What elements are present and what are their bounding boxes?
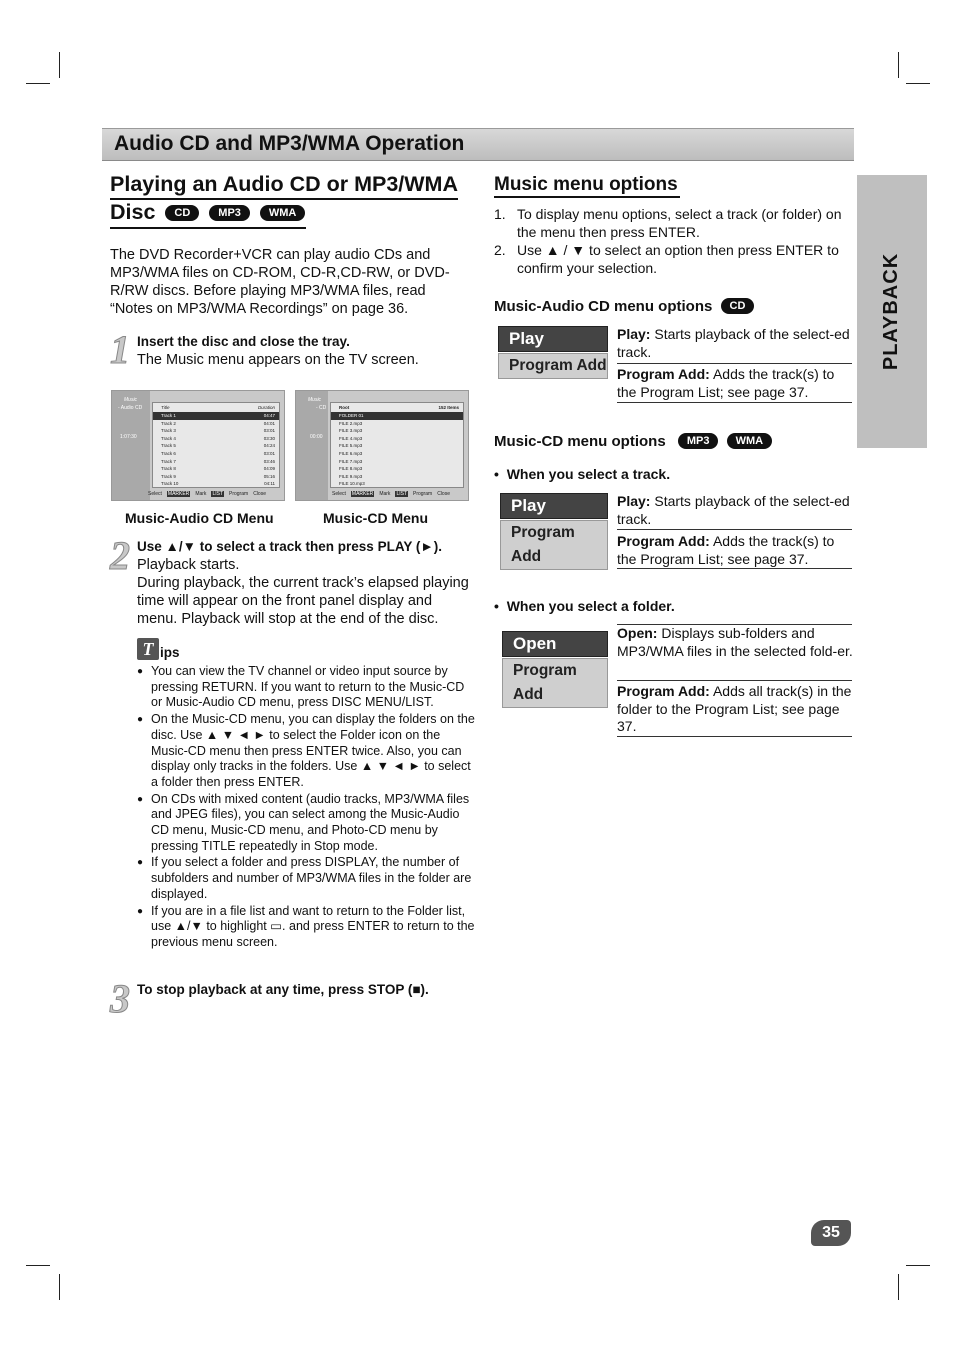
tip-item: ● If you are in a file list and want to return to the Folder list, use ▲/▼ to highlight ▭. and press ENTER to return to the previous menu screen. bbox=[137, 904, 475, 951]
folder-bullet-text: When you select a folder. bbox=[506, 598, 675, 614]
screen-file-name: FILE 3.mp3 bbox=[339, 428, 363, 434]
options-step-2-text: Use ▲ / ▼ to select an option then press ENTER to confirm your selection. bbox=[517, 242, 839, 276]
crop-mark bbox=[906, 83, 930, 84]
step-number: 1 bbox=[110, 327, 130, 372]
tips-title: ips bbox=[160, 645, 180, 660]
music-cd-options-title: Music-CD menu options bbox=[494, 433, 666, 450]
tips-icon: T bbox=[137, 638, 159, 660]
screen-track-duration: 03:46 bbox=[263, 458, 275, 464]
option-desc: Adds the track(s) to the Program List; see page 37. bbox=[617, 366, 835, 400]
tips-heading bbox=[137, 638, 475, 660]
heading-underline bbox=[494, 196, 680, 198]
badge-mp3: MP3 bbox=[209, 205, 250, 221]
crop-mark bbox=[26, 83, 50, 84]
option-desc: Starts playback of the select-ed track. bbox=[617, 493, 850, 527]
screen-track-row bbox=[153, 435, 279, 443]
option-term: Open: bbox=[617, 625, 658, 641]
heading-underline bbox=[110, 198, 458, 200]
heading-underline bbox=[110, 227, 306, 229]
screen-file-row bbox=[331, 480, 463, 488]
option-term: Play: bbox=[617, 493, 651, 509]
screen-file-row bbox=[331, 427, 463, 435]
badge-wma: WMA bbox=[727, 433, 773, 449]
screen-footer-item: Mark bbox=[379, 491, 391, 497]
play-option-description bbox=[617, 326, 853, 361]
play-option-button[interactable]: Play bbox=[498, 326, 608, 352]
screen-track-name: Track 6 bbox=[161, 451, 176, 456]
step2-line2: Playback starts. bbox=[137, 557, 240, 573]
option-desc: Adds the track(s) to the Program List; see page 37. bbox=[617, 533, 835, 567]
screen-track-duration: 03:01 bbox=[263, 451, 275, 456]
screen-side-sub: - CD bbox=[316, 405, 327, 411]
banner-title: Audio CD and MP3/WMA Operation bbox=[114, 132, 465, 155]
screen-footer-item: Select bbox=[148, 491, 162, 497]
divider bbox=[617, 529, 852, 530]
program-add-option-description bbox=[617, 683, 853, 736]
step1 bbox=[137, 333, 467, 369]
screen-file-name: FILE 7.mp3 bbox=[339, 458, 363, 464]
track-bullet: • When you select a track. bbox=[494, 466, 671, 482]
tips-box bbox=[137, 638, 475, 951]
screen-track-name: Track 7 bbox=[161, 458, 176, 464]
screen-track-name: Track 1 bbox=[161, 413, 176, 418]
screen-file-list bbox=[330, 402, 464, 488]
side-tab-label: PLAYBACK bbox=[880, 252, 903, 371]
screen-footer bbox=[332, 491, 455, 497]
screen-track-duration: 04:01 bbox=[263, 420, 275, 426]
step2-text: During playback, the current track’s elapsed playing time will appear on the front panel display and menu. Playback will stop at the end of the disc. bbox=[137, 575, 469, 627]
tips-list bbox=[137, 664, 475, 951]
screen-track-name: Track 4 bbox=[161, 435, 176, 441]
screen-footer-item: Program bbox=[229, 491, 249, 497]
play-option-description bbox=[617, 493, 853, 528]
screen-side-title: Music bbox=[308, 397, 322, 403]
tip-item: ● On the Music-CD menu, you can display the folders on the disc. Use ▲ ▼ ◄ ► to select the Folder icon on the Music-CD menu then press ENTER twice. Also, you can display only tracks in the folders. Use ▲ ▼ ◄ ► to select a folder then press ENTER. bbox=[137, 712, 475, 791]
screen-file-name: FILE 4.mp3 bbox=[339, 435, 363, 441]
divider bbox=[617, 402, 852, 403]
screen-footer-item: Select bbox=[332, 491, 346, 497]
option-term: Program Add: bbox=[617, 683, 710, 699]
screen-footer bbox=[148, 491, 271, 497]
screen-footer-item: Program bbox=[413, 491, 433, 497]
screen-track-duration: 04:47 bbox=[263, 413, 275, 418]
crop-mark bbox=[26, 1265, 50, 1266]
divider bbox=[617, 736, 852, 737]
options-steps bbox=[494, 206, 856, 277]
tip-item: ● If you select a folder and press DISPLAY, the number of subfolders and number of MP3/WMA files in the folder are displayed. bbox=[137, 855, 475, 902]
screen-footer-item: MARKER bbox=[351, 491, 374, 497]
caption-audio-cd-menu: Music-Audio CD Menu bbox=[125, 510, 274, 526]
screen-side-title: Music bbox=[124, 397, 138, 403]
screen-side-sub: - Audio CD bbox=[118, 405, 143, 411]
screen-file-name: FILE 9.mp3 bbox=[339, 473, 363, 479]
crop-mark bbox=[59, 1274, 60, 1300]
screen-col-title: Title bbox=[161, 405, 170, 410]
program-add-option-description bbox=[617, 533, 853, 568]
screen-track-name: Track 5 bbox=[161, 443, 176, 449]
screen-time: 00:00 bbox=[310, 434, 323, 440]
screen-file-name: FILE 5.mp3 bbox=[339, 443, 363, 449]
options-step-1-text: To display menu options, select a track (or folder) on the menu then press ENTER. bbox=[517, 206, 842, 240]
step2-instruction: Use ▲/▼ to select a track then press PLAY (►). bbox=[137, 539, 442, 554]
screen-track-duration: 05:16 bbox=[263, 473, 275, 479]
music-cd-options-heading bbox=[494, 433, 772, 450]
tip-item: ● You can view the TV channel or video input source by pressing RETURN. If you want to return to the Music-CD or Music-Audio CD menu, press DISC MENU/LIST. bbox=[137, 664, 475, 711]
screen-track-row bbox=[153, 480, 279, 488]
screen-track-name: Track 2 bbox=[161, 420, 176, 426]
screen-file-name: FILE 8.mp3 bbox=[339, 466, 363, 472]
badge-mp3: MP3 bbox=[678, 433, 719, 449]
open-option-description bbox=[617, 625, 853, 660]
screen-file-name: FOLDER 01 bbox=[339, 413, 364, 418]
screen-footer-item: Close bbox=[437, 491, 450, 497]
intro-paragraph: The DVD Recorder+VCR can play audio CDs and MP3/WMA files on CD-ROM, CD-R,CD-RW, or DVD-R/RW discs. Before playing MP3/WMA files, read “Notes on MP3/WMA Recordings” on page 36. bbox=[110, 247, 450, 317]
screen-col-root: Root bbox=[339, 405, 350, 410]
screen-track-row bbox=[153, 450, 279, 458]
divider bbox=[617, 568, 852, 569]
left-heading-line2 bbox=[110, 198, 460, 226]
music-audio-cd-menu-screenshot bbox=[111, 390, 285, 501]
play-option-button[interactable]: Play bbox=[500, 493, 608, 519]
screen-track-row bbox=[153, 473, 279, 481]
step1-instruction: Insert the disc and close the tray. bbox=[137, 334, 350, 349]
screen-footer-item: Mark bbox=[195, 491, 207, 497]
divider bbox=[617, 680, 852, 681]
option-term: Play: bbox=[617, 326, 651, 342]
screen-col-duration: Duration bbox=[257, 405, 275, 410]
option-desc: Displays sub-folders and MP3/WMA files in the selected fold-er. bbox=[617, 625, 853, 659]
screen-track-duration: 04:24 bbox=[263, 443, 275, 449]
badge-wma: WMA bbox=[260, 205, 306, 221]
folder-bullet: • When you select a folder. bbox=[494, 598, 675, 614]
options-step-2: 2. Use ▲ / ▼ to select an option then press ENTER to confirm your selection. bbox=[494, 242, 856, 277]
screen-track-row bbox=[153, 420, 279, 428]
screen-footer-item: LIST bbox=[396, 491, 407, 497]
step1-result: The Music menu appears on the TV screen. bbox=[137, 352, 419, 368]
option-desc: Adds all track(s) in the folder to the Program List; see page 37. bbox=[617, 683, 852, 734]
option-desc: Starts playback of the select-ed track. bbox=[617, 326, 850, 360]
crop-mark bbox=[906, 1265, 930, 1266]
screen-header-row bbox=[153, 404, 279, 412]
screen-track-name: Track 3 bbox=[161, 428, 176, 434]
screen-track-row bbox=[153, 458, 279, 466]
screen-track-name: Track 8 bbox=[161, 466, 176, 472]
caption-cd-menu: Music-CD Menu bbox=[323, 510, 428, 526]
screen-track-row bbox=[153, 465, 279, 473]
screen-file-row bbox=[331, 473, 463, 481]
crop-mark bbox=[898, 52, 899, 78]
screen-footer-item: MARKER bbox=[167, 491, 190, 497]
music-menu-options-heading: Music menu options bbox=[494, 174, 678, 195]
left-heading-line1: Playing an Audio CD or MP3/WMA bbox=[110, 172, 458, 196]
step-number: 2 bbox=[110, 533, 130, 578]
page-number: 35 bbox=[811, 1220, 851, 1246]
option-term: Program Add: bbox=[617, 533, 710, 549]
program-add-option-button[interactable]: Program Add bbox=[502, 658, 608, 708]
screen-track-name: Track 9 bbox=[161, 473, 176, 479]
screen-file-row bbox=[331, 420, 463, 428]
crop-mark bbox=[898, 1274, 899, 1300]
screen-track-duration: 04:09 bbox=[263, 466, 275, 472]
crop-mark bbox=[59, 52, 60, 78]
program-add-option-description bbox=[617, 366, 853, 401]
screen-file-name: FILE 2.mp3 bbox=[339, 420, 363, 426]
playback-side-tab bbox=[857, 175, 927, 448]
open-option-button[interactable]: Open bbox=[502, 631, 608, 657]
screen-track-row bbox=[153, 442, 279, 450]
options-step-1: 1. To display menu options, select a track (or folder) on the menu then press ENTER. bbox=[494, 206, 856, 241]
audio-cd-options-title: Music-Audio CD menu options bbox=[494, 298, 713, 315]
screen-file-row bbox=[331, 442, 463, 450]
program-add-option-button[interactable]: Program Add bbox=[500, 520, 608, 570]
screen-sidebar bbox=[112, 391, 150, 500]
screen-track-list bbox=[152, 402, 280, 488]
screen-file-row bbox=[331, 450, 463, 458]
left-heading-disc: Disc bbox=[110, 200, 156, 224]
screen-file-row bbox=[331, 412, 463, 420]
screen-sidebar bbox=[296, 391, 328, 500]
screen-track-duration: 03:30 bbox=[263, 435, 275, 441]
screen-track-row bbox=[153, 427, 279, 435]
option-term: Program Add: bbox=[617, 366, 710, 382]
screen-track-duration: 04:11 bbox=[264, 481, 275, 487]
screen-file-row bbox=[331, 465, 463, 473]
screen-time: 1:07:30 bbox=[120, 434, 137, 440]
section-banner bbox=[102, 128, 854, 161]
screen-track-row bbox=[153, 412, 279, 420]
screen-file-name: FILE 6.mp3 bbox=[339, 451, 363, 456]
step2 bbox=[137, 538, 471, 628]
screen-footer-item: LIST bbox=[212, 491, 223, 497]
screen-file-row bbox=[331, 435, 463, 443]
track-bullet-text: When you select a track. bbox=[506, 466, 671, 482]
step-number: 3 bbox=[110, 976, 130, 1021]
badge-cd: CD bbox=[165, 205, 199, 221]
screen-file-row bbox=[331, 458, 463, 466]
program-add-option-button[interactable]: Program Add bbox=[498, 353, 608, 379]
screen-file-name: FILE 10.mp3 bbox=[339, 481, 365, 487]
screen-track-name: Track 10 bbox=[161, 481, 179, 487]
screen-track-duration: 03:01 bbox=[263, 428, 275, 434]
audio-cd-options-heading bbox=[494, 298, 754, 315]
music-cd-menu-screenshot bbox=[295, 390, 469, 501]
step3-instruction: To stop playback at any time, press STOP (■). bbox=[137, 982, 429, 997]
divider bbox=[617, 363, 852, 364]
tip-item: ● On CDs with mixed content (audio tracks, MP3/WMA files and JPEG files), you can select among the Music-Audio CD menu, Music-CD menu, and Photo-CD menu by pressing TITLE repeatedly in Stop mode. bbox=[137, 792, 475, 855]
screen-header-row bbox=[331, 404, 463, 412]
badge-cd: CD bbox=[721, 298, 755, 314]
screen-col-count: 152 Items bbox=[438, 405, 459, 410]
screen-footer-item: Close bbox=[253, 491, 266, 497]
